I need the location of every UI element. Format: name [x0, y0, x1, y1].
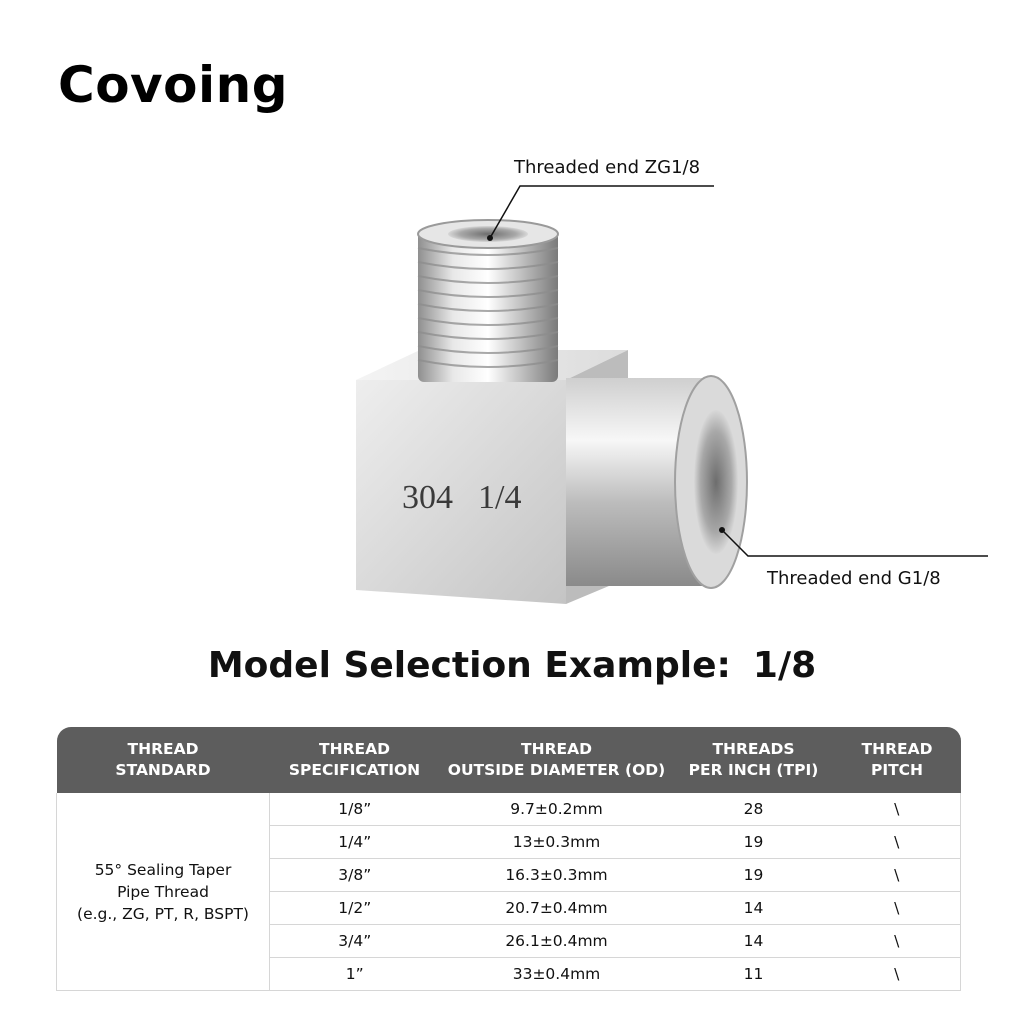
callout-right-label: Threaded end G1/8: [767, 568, 941, 589]
od-cell: 9.7±0.2mm: [440, 793, 674, 826]
header-thread-pitch: THREAD PITCH: [834, 727, 961, 793]
tpi-cell: 14: [674, 892, 834, 925]
model-selection-title: [0, 645, 1024, 686]
tpi-cell: 19: [674, 826, 834, 859]
thread-standard-cell: 55° Sealing Taper Pipe Thread (e.g., ZG, PT, R, BSPT): [57, 793, 270, 991]
pitch-cell: \: [834, 826, 961, 859]
od-cell: 16.3±0.3mm: [440, 859, 674, 892]
header-threads-per-inch: THREADS PER INCH (TPI): [674, 727, 834, 793]
spec-cell: 1/4”: [270, 826, 440, 859]
spec-cell: 1”: [270, 958, 440, 991]
block-front-face: [356, 380, 566, 604]
od-cell: 26.1±0.4mm: [440, 925, 674, 958]
od-cell: 33±0.4mm: [440, 958, 674, 991]
female-thread-bore: [694, 410, 738, 554]
spec-cell: 3/8”: [270, 859, 440, 892]
brand-title: Covoing: [58, 56, 289, 114]
header-thread-standard: THREAD STANDARD: [57, 727, 270, 793]
pitch-cell: \: [834, 958, 961, 991]
header-outside-diameter: THREAD OUTSIDE DIAMETER (OD): [440, 727, 674, 793]
spec-cell: 3/4”: [270, 925, 440, 958]
engraving-grade: 304: [402, 479, 453, 516]
header-thread-specification: THREAD SPECIFICATION: [270, 727, 440, 793]
pitch-cell: \: [834, 925, 961, 958]
od-cell: 20.7±0.4mm: [440, 892, 674, 925]
callout-line-right: [722, 530, 988, 556]
subtitle-label: Model Selection Example:: [207, 645, 731, 686]
tpi-cell: 11: [674, 958, 834, 991]
tpi-cell: 14: [674, 925, 834, 958]
callout-top-label: Threaded end ZG1/8: [514, 157, 701, 178]
subtitle-value: 1/8: [752, 645, 817, 686]
engraving-size: 1/4: [478, 479, 522, 516]
tpi-cell: 28: [674, 793, 834, 826]
thread-spec-table: [56, 727, 961, 991]
tpi-cell: 19: [674, 859, 834, 892]
spec-cell: 1/8”: [270, 793, 440, 826]
pitch-cell: \: [834, 793, 961, 826]
spec-cell: 1/2”: [270, 892, 440, 925]
od-cell: 13±0.3mm: [440, 826, 674, 859]
pitch-cell: \: [834, 859, 961, 892]
table-header-row: [57, 727, 961, 793]
pitch-cell: \: [834, 892, 961, 925]
table-row: [57, 793, 961, 826]
